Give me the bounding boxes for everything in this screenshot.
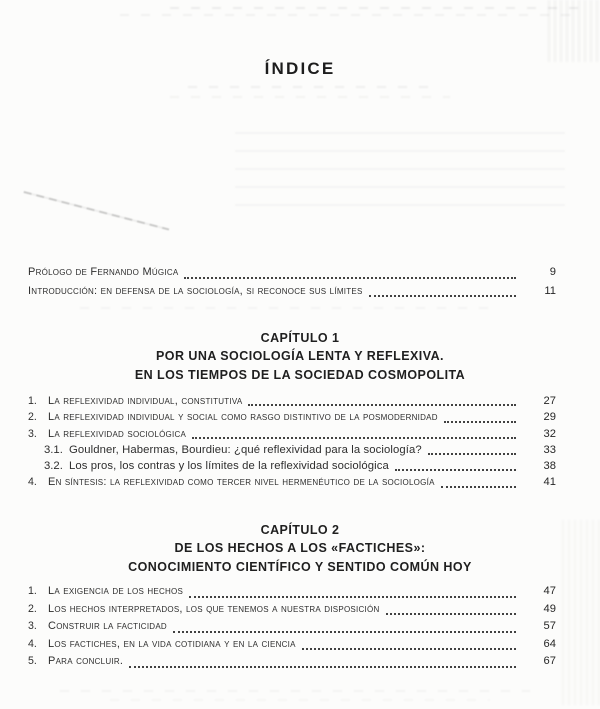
bleedthrough-artifact	[188, 86, 436, 88]
toc-entry-page: 29	[543, 411, 556, 424]
bleedthrough-artifact	[60, 690, 530, 692]
toc-entry-label: En síntesis: la reflexividad como tercer nivel hermenéutico de la sociología	[48, 476, 435, 489]
page-title: ÍNDICE	[264, 59, 336, 78]
toc-entry-page: 38	[543, 460, 556, 473]
toc-entry-page: 41	[543, 476, 556, 489]
bleedthrough-artifact	[120, 14, 580, 16]
toc-entry-number: 2.	[28, 411, 37, 424]
toc-entry	[28, 393, 556, 409]
scratch-artifact	[23, 191, 169, 230]
toc-entry-label: Para concluir.	[48, 655, 124, 668]
chapter-1-title-line: EN LOS TIEMPOS DE LA SOCIEDAD COSMOPOLITA	[134, 367, 466, 382]
toc-entry-page: 64	[543, 637, 556, 650]
toc-entry-label: Gouldner, Habermas, Bourdieu: ¿qué reflexividad para la sociología?	[69, 443, 422, 456]
toc-entry-label: Los factiches, en la vida cotidiana y en la ciencia	[48, 637, 296, 650]
toc-entry-number: 4.	[28, 476, 37, 489]
toc-subentry	[28, 458, 556, 474]
chapter-1-entries	[28, 393, 556, 491]
dot-leader	[302, 648, 516, 650]
chapter-1-heading	[0, 329, 600, 384]
chapter-2-title-line: DE LOS HECHOS A LOS «FACTICHES»:	[174, 541, 426, 556]
toc-entry-page: 33	[543, 443, 556, 456]
toc-entry-page: 47	[543, 585, 556, 597]
chapter-1-title-line: POR UNA SOCIOLOGÍA LENTA Y REFLEXIVA.	[156, 349, 444, 364]
dot-leader	[189, 596, 516, 598]
toc-entry-page: 9	[549, 266, 556, 278]
toc-entry-label: La reflexividad individual, constitutiva	[48, 395, 243, 407]
toc-entry-label: Introducción: en defensa de la sociología, si reconoce sus límites	[28, 284, 363, 297]
dot-leader	[444, 421, 516, 423]
toc-entry-label: Los pros, los contras y los límites de la reflexividad sociológica	[69, 460, 389, 473]
toc-entry-number: 3.2.	[44, 460, 63, 473]
toc-entry-number: 3.	[28, 427, 37, 440]
chapter-2-number: CAPÍTULO 2	[260, 523, 340, 537]
toc-entry	[28, 426, 556, 442]
dot-leader	[184, 277, 516, 279]
dot-leader	[386, 613, 517, 615]
toc-entry-number: 1.	[28, 395, 37, 407]
toc-entry-page: 49	[543, 602, 556, 615]
toc-entry-page: 27	[543, 395, 556, 407]
bleedthrough-artifact	[110, 699, 490, 701]
toc-entry	[28, 263, 556, 282]
toc-entry-page: 67	[543, 655, 556, 668]
toc-entry-page: 57	[543, 620, 556, 633]
toc-entry	[28, 653, 556, 671]
toc-entry	[28, 282, 556, 301]
toc-entry-number: 3.1.	[44, 443, 63, 456]
toc-entry-label: Prólogo de Fernando Múgica	[28, 266, 179, 278]
bleedthrough-artifact	[170, 7, 580, 9]
dot-leader	[173, 631, 516, 633]
toc-entry	[28, 409, 556, 425]
toc-entry-number: 2.	[28, 602, 37, 615]
chapter-1-number: CAPÍTULO 1	[260, 331, 340, 345]
dot-leader	[248, 404, 516, 406]
toc-entry-number: 1.	[28, 585, 37, 597]
toc-entry-page: 11	[544, 284, 556, 297]
toc-entry-number: 3.	[28, 620, 37, 633]
toc-entry-label: La reflexividad sociológica	[48, 427, 187, 440]
toc-entry-page: 32	[543, 427, 556, 440]
bleedthrough-artifact	[170, 96, 450, 98]
chapter-2-title-line: CONOCIMIENTO CIENTÍFICO Y SENTIDO COMÚN HOY	[128, 559, 472, 574]
dot-leader	[369, 295, 516, 297]
toc-entry-label: Construir la facticidad	[48, 620, 167, 633]
chapter-2-entries	[28, 583, 556, 671]
toc-entry	[28, 618, 556, 636]
bleedthrough-artifact	[80, 307, 500, 309]
dot-leader	[441, 486, 516, 488]
toc-entry	[28, 601, 556, 619]
toc-entry-label: La reflexividad individual y social como rasgo distintivo de la posmodernidad	[48, 411, 438, 424]
front-matter-section	[28, 263, 556, 300]
toc-subentry	[28, 442, 556, 458]
dot-leader	[129, 666, 516, 668]
toc-entry	[28, 583, 556, 601]
toc-entry	[28, 474, 556, 490]
toc-entry	[28, 636, 556, 654]
bleedthrough-artifact	[548, 0, 600, 62]
chapter-2-heading	[0, 521, 600, 576]
dot-leader	[395, 469, 516, 471]
dot-leader	[428, 453, 516, 455]
toc-entry-label: La exigencia de los hechos	[48, 585, 184, 597]
toc-entry-number: 4.	[28, 637, 37, 650]
bleedthrough-artifact	[235, 132, 565, 218]
toc-entry-number: 5.	[28, 655, 37, 668]
dot-leader	[192, 437, 516, 439]
toc-entry-label: Los hechos interpretados, los que tenemos a nuestra disposición	[48, 602, 380, 615]
